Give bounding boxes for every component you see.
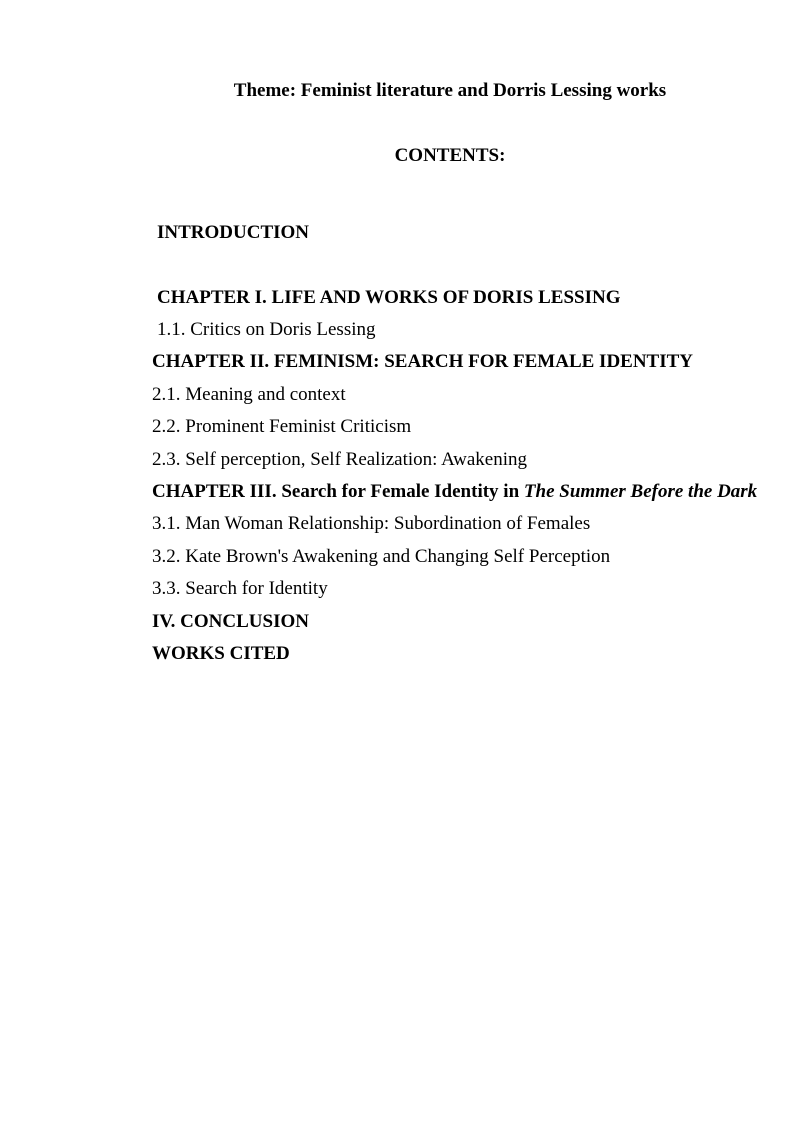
contents-heading: CONTENTS: (394, 145, 506, 166)
toc-entry-2-2: 2.2. Prominent Feminist Criticism (152, 416, 412, 437)
toc-entry-2-1: 2.1. Meaning and context (152, 384, 346, 405)
toc-entry-works-cited: WORKS CITED (152, 643, 290, 664)
toc-entry-3-3: 3.3. Search for Identity (152, 578, 328, 599)
toc-entry-chapter-1: CHAPTER I. LIFE AND WORKS OF DORIS LESSING (157, 287, 621, 308)
toc-entry-chapter-3-text: CHAPTER III. Search for Female Identity in (152, 481, 524, 502)
toc-entry-conclusion: IV. CONCLUSION (152, 611, 309, 632)
toc-entry-chapter-2: CHAPTER II. FEMINISM: SEARCH FOR FEMALE IDENTITY (152, 351, 694, 372)
book-title: The Summer Before the Dark (523, 481, 758, 502)
toc-entry-introduction: INTRODUCTION (157, 222, 310, 243)
toc-entry-1-1: 1.1. Critics on Doris Lessing (157, 319, 376, 340)
toc-entry-3-1: 3.1. Man Woman Relationship: Subordination of Females (152, 513, 591, 534)
document-title: Theme: Feminist literature and Dorris Lessing works (233, 80, 667, 101)
toc-entry-3-2: 3.2. Kate Brown's Awakening and Changing Self Perception (152, 546, 611, 567)
toc-entry-2-3: 2.3. Self perception, Self Realization: Awakening (152, 449, 527, 470)
toc-entry-chapter-3 (152, 480, 757, 504)
